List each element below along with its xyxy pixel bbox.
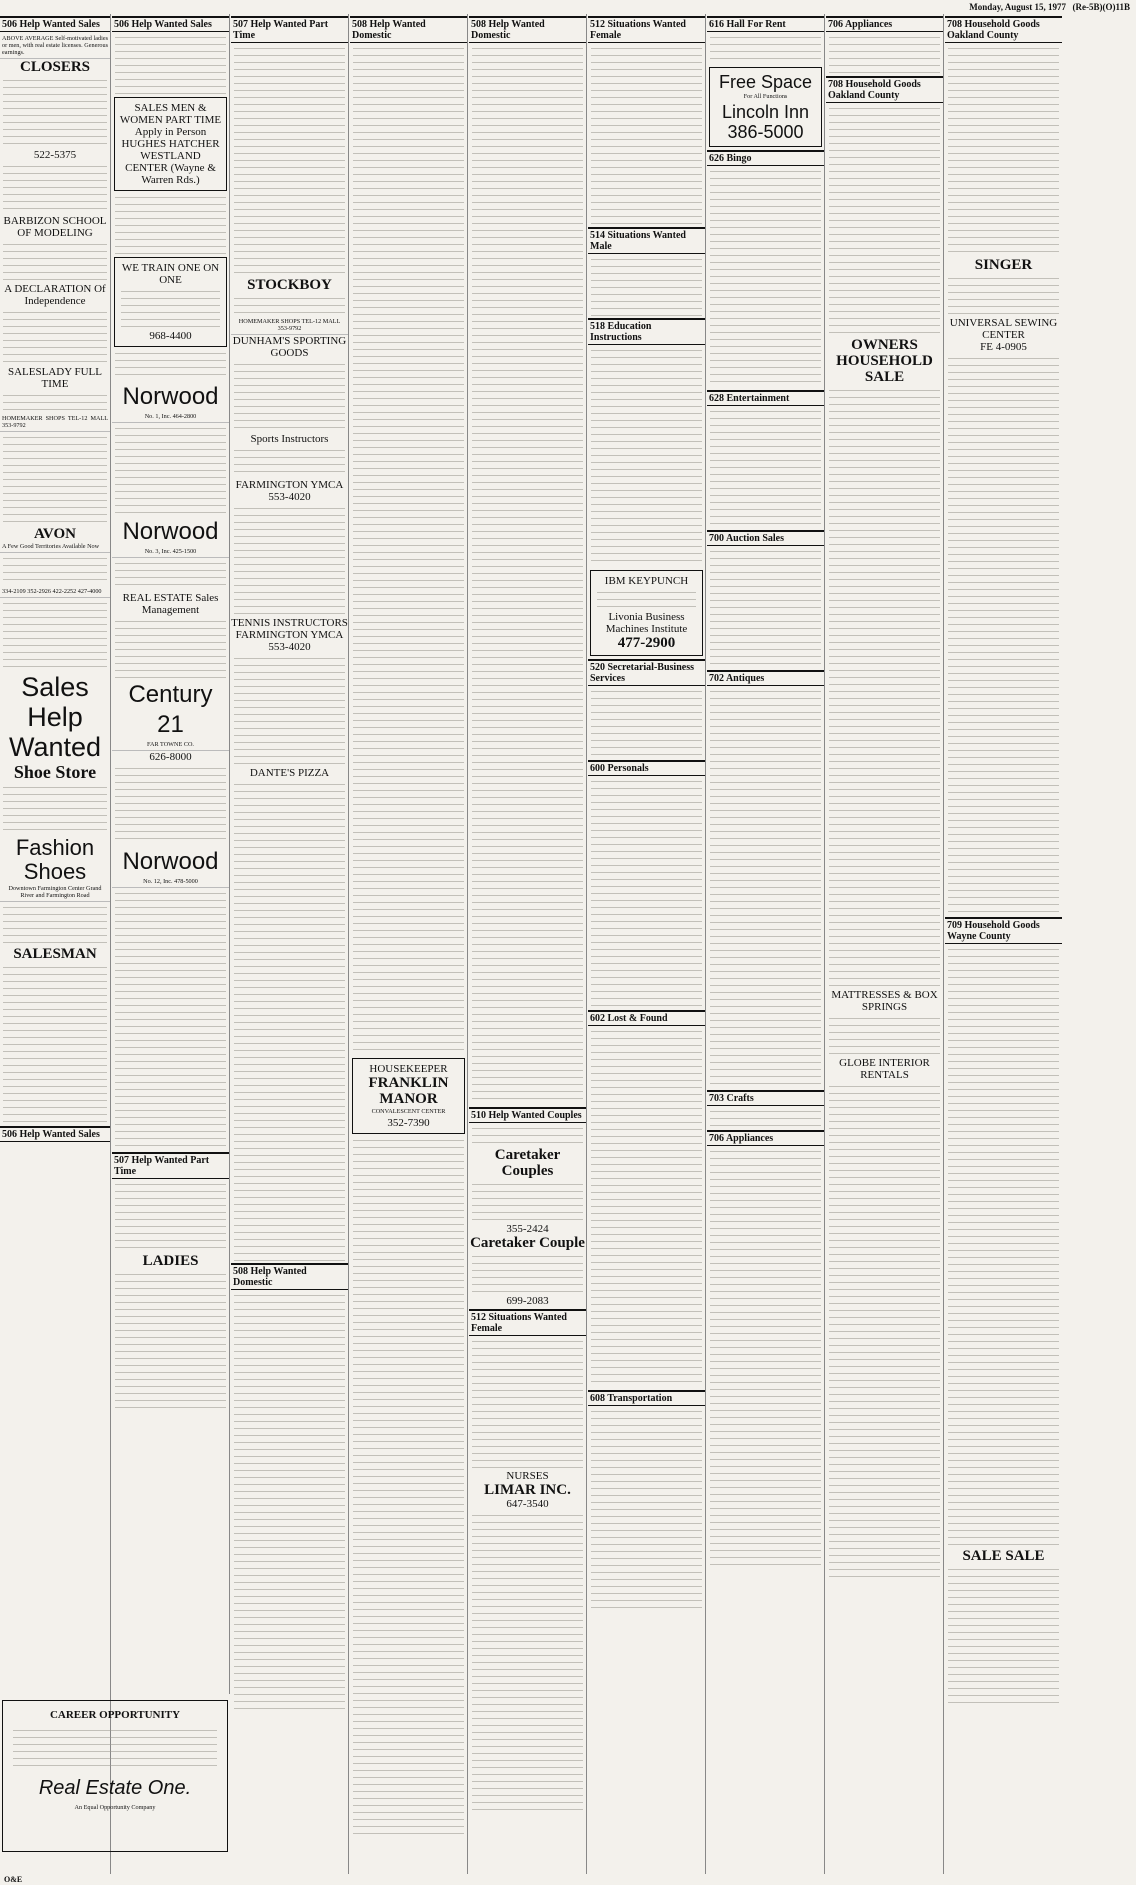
brand-sub: No. 1, Inc.	[144, 413, 172, 420]
ad-text	[234, 45, 345, 275]
ad-headline: CLOSERS	[19, 59, 91, 75]
ad-text	[472, 1512, 583, 1812]
brand-sub: No. 3, Inc.	[144, 548, 172, 555]
section-header: 512 Situations Wanted Female	[469, 1309, 586, 1336]
ad-text	[948, 1566, 1059, 1706]
ad-text	[472, 1338, 583, 1468]
section-header: 512 Situations Wanted Female	[588, 16, 705, 43]
column-3	[231, 14, 349, 1874]
ad-text	[3, 309, 107, 364]
ad-headline: SALESLADY FULL TIME	[7, 366, 102, 390]
phone-number: 968-4400	[149, 330, 192, 342]
ad-text	[710, 688, 821, 1088]
ad-text	[948, 45, 1059, 255]
ad-text	[234, 447, 345, 477]
brand-name: Century 21	[128, 681, 213, 738]
brand-sub: FAR TOWNE CO.	[112, 740, 229, 751]
ad-text	[948, 355, 1059, 915]
ad-text	[115, 425, 226, 515]
ad-headline: HOUSEKEEPER	[369, 1063, 448, 1075]
phone-number: 522-5375	[33, 149, 77, 161]
issue-date: Monday, August 15, 1977	[969, 2, 1066, 12]
ad-headline: DANTE'S PIZZA	[249, 767, 330, 779]
section-header: 520 Secretarial-Business Services	[588, 659, 705, 686]
ad-text	[472, 45, 583, 1105]
section-header: 510 Help Wanted Couples	[469, 1107, 586, 1123]
ad-headline: SALE SALE	[962, 1548, 1045, 1564]
ad-text	[234, 655, 345, 765]
ad-text	[710, 168, 821, 388]
ad-text	[829, 34, 940, 74]
ad-headline: IBM KEYPUNCH	[604, 575, 689, 587]
column-9	[945, 14, 1062, 1874]
phone-number: 647-3540	[506, 1498, 549, 1510]
ad-headline: Caretaker Couples	[494, 1147, 561, 1179]
ad-text	[353, 45, 464, 1055]
ad-headline: REAL ESTATE Sales Management	[122, 592, 219, 616]
brand-name: FRANKLIN MANOR	[368, 1075, 449, 1107]
phone-number: 386-5000	[727, 122, 804, 142]
ad-text	[710, 34, 821, 64]
ad-text	[115, 765, 226, 845]
ad-headline: WE TRAIN ONE ON ONE	[121, 262, 220, 286]
ad-headline: DUNHAM'S SPORTING GOODS	[232, 335, 347, 359]
ad-text	[3, 964, 107, 1124]
ad-headline: Sports Instructors	[250, 433, 329, 445]
ad-headline: NURSES	[506, 1470, 549, 1482]
ad-text	[591, 45, 702, 225]
ad-text	[3, 392, 107, 412]
ad-text	[591, 1028, 702, 1388]
phone-number: 355-2424	[506, 1223, 549, 1235]
section-header: 600 Personals	[588, 760, 705, 776]
ad-text	[710, 548, 821, 668]
brand-name: Lincoln Inn	[721, 102, 810, 122]
ad-text	[597, 589, 696, 609]
ad-text	[115, 350, 226, 380]
ad-text	[3, 163, 107, 213]
ad-headline: Caretaker Couple	[470, 1235, 585, 1251]
ad-text	[115, 618, 226, 678]
ad-address: Downtown Farmington Center Grand River and Farmington Road	[0, 884, 110, 902]
section-header: 616 Hall For Rent	[707, 16, 824, 32]
footer-mark: O&E	[4, 1875, 23, 1884]
brand-name: Norwood	[122, 518, 219, 545]
ad-headline: CAREER OPPORTUNITY	[49, 1709, 181, 1721]
ad-text	[234, 295, 345, 315]
ad-text	[234, 1292, 345, 1712]
display-ad-brand: Fashion Shoes	[15, 835, 95, 884]
column-2	[112, 14, 230, 1694]
brand-name: Norwood	[122, 848, 219, 875]
ad-headline: GLOBE INTERIOR RENTALS	[839, 1057, 930, 1081]
ad-text	[3, 600, 107, 670]
section-header: 506 Help Wanted Sales	[0, 1126, 110, 1142]
phone-number: 626-8000	[149, 751, 192, 763]
tagline: An Equal Opportunity Company	[74, 1804, 156, 1811]
section-header: 506 Help Wanted Sales	[112, 16, 229, 32]
section-header: 506 Help Wanted Sales	[0, 16, 110, 32]
ad-text	[3, 241, 107, 281]
section-header: 708 Household Goods Oakland County	[826, 76, 943, 103]
ad-text	[710, 1108, 821, 1128]
page-number: (Re-5B)(O)11B	[1072, 2, 1130, 12]
ad-text	[115, 34, 226, 94]
ad-text	[13, 1727, 217, 1767]
ad-text: HOMEMAKER SHOPS TEL-12 MALL 353-9792	[0, 414, 110, 432]
brand-name: LIMAR INC.	[484, 1482, 571, 1498]
ad-headline: A DECLARATION Of Independence	[4, 283, 106, 307]
ad-text	[591, 778, 702, 1008]
display-ad: SALES MEN & WOMEN PART TIME Apply in Person HUGHES HATCHER WESTLAND CENTER (Wayne & Warren Rds.)	[114, 97, 227, 191]
ad-text: For All Functions	[743, 93, 788, 100]
brand-sub: No. 12, Inc.	[143, 878, 173, 885]
column-8	[826, 14, 944, 1874]
section-header: 709 Household Goods Wayne County	[945, 917, 1062, 944]
phone-number: 477-2900	[617, 635, 676, 651]
section-header: 703 Crafts	[707, 1090, 824, 1106]
section-header: 518 Education Instructions	[588, 318, 705, 345]
phone-list: 334-2109 352-2926 422-2252 427-4000	[0, 587, 110, 598]
section-header: 507 Help Wanted Part Time	[231, 16, 348, 43]
ad-text	[3, 784, 107, 834]
ad-text	[115, 560, 226, 590]
ad-text	[3, 555, 107, 585]
brand-name: Norwood	[122, 383, 219, 410]
ad-text	[3, 77, 107, 147]
ad-text	[591, 347, 702, 567]
ad-text	[115, 194, 226, 254]
section-header: 508 Help Wanted Domestic	[350, 16, 467, 43]
ad-text	[710, 1148, 821, 1568]
ad-text	[121, 288, 220, 328]
ad-headline: OWNERS HOUSEHOLD SALE	[836, 337, 933, 385]
section-header: 508 Help Wanted Domestic	[469, 16, 586, 43]
phone-number: 699-2083	[506, 1295, 549, 1307]
ad-headline: MATTRESSES & BOX SPRINGS	[831, 989, 938, 1013]
ad-text	[115, 890, 226, 1150]
section-header: 507 Help Wanted Part Time	[112, 1152, 229, 1179]
brand-name: UNIVERSAL SEWING CENTER	[949, 317, 1058, 341]
ad-headline: SINGER	[974, 257, 1033, 273]
ad-text	[829, 387, 940, 987]
classified-ad: ABOVE AVERAGE Self-motivated ladies or men, with real estate licenses. Generous earnings.	[0, 34, 110, 59]
section-header: 514 Situations Wanted Male	[588, 227, 705, 254]
ad-text	[472, 1181, 583, 1221]
phone-number: 464-2800	[172, 413, 197, 420]
section-header: 608 Transportation	[588, 1390, 705, 1406]
column-6	[588, 14, 706, 1874]
ad-text	[948, 946, 1059, 1546]
ad-text	[591, 688, 702, 758]
ad-text	[234, 781, 345, 1261]
brand-sub: CONVALESCENT CENTER	[371, 1108, 446, 1115]
ad-headline: STOCKBOY	[247, 277, 332, 293]
ad-text	[115, 1181, 226, 1251]
section-header: 706 Appliances	[826, 16, 943, 32]
ad-text	[829, 1015, 940, 1055]
section-header: 628 Entertainment	[707, 390, 824, 406]
section-header: 708 Household Goods Oakland County	[945, 16, 1062, 43]
ad-headline: LADIES	[142, 1253, 199, 1269]
ad-headline: SALESMAN	[13, 946, 97, 962]
section-header: 706 Appliances	[707, 1130, 824, 1146]
page-header	[0, 0, 1136, 14]
column-4	[350, 14, 468, 1874]
ad-text	[234, 361, 345, 431]
section-header: 602 Lost & Found	[588, 1010, 705, 1026]
column-7	[707, 14, 825, 1874]
ad-text	[353, 1137, 464, 1837]
ad-text	[829, 105, 940, 335]
ad-text: A Few Good Territories Available Now	[0, 542, 110, 553]
ad-text	[829, 1083, 940, 1583]
ad-text: HOMEMAKER SHOPS TEL-12 MALL 353-9792	[231, 317, 348, 335]
ad-text	[948, 275, 1059, 315]
brand-name: Livonia Business Machines Institute	[605, 611, 688, 635]
phone-number: 478-5000	[174, 878, 198, 885]
ad-text	[115, 1271, 226, 1411]
ad-text	[472, 1125, 583, 1145]
section-header: 700 Auction Sales	[707, 530, 824, 546]
ad-text	[472, 1253, 583, 1293]
ad-headline: TENNIS INSTRUCTORS	[231, 617, 348, 629]
section-header: 508 Help Wanted Domestic	[231, 1263, 348, 1290]
ad-text	[591, 1408, 702, 1608]
ad-headline: AVON	[34, 526, 76, 542]
section-header: 702 Antiques	[707, 670, 824, 686]
ad-text	[591, 256, 702, 316]
display-ad-subhead: Shoe Store	[13, 762, 97, 782]
ad-contact: FARMINGTON YMCA 553-4020	[235, 479, 344, 503]
column-1	[0, 14, 111, 1874]
career-opportunity-ad	[2, 1700, 228, 1852]
ad-contact: FARMINGTON YMCA 553-4020	[235, 629, 344, 653]
phone-number: 425-1500	[172, 548, 197, 555]
ad-headline: Free Space	[718, 72, 813, 92]
ad-text	[3, 904, 107, 944]
company-logo: Real Estate One.	[38, 1777, 192, 1799]
ad-text	[710, 408, 821, 528]
ad-text	[234, 505, 345, 615]
phone-number: 352-7390	[387, 1117, 430, 1129]
column-5	[469, 14, 587, 1874]
phone-number: FE 4-0905	[980, 341, 1027, 353]
ad-text	[3, 434, 107, 524]
section-header: 626 Bingo	[707, 150, 824, 166]
display-ad-headline: Sales Help Wanted	[8, 672, 102, 762]
ad-headline: BARBIZON SCHOOL OF MODELING	[3, 215, 107, 239]
